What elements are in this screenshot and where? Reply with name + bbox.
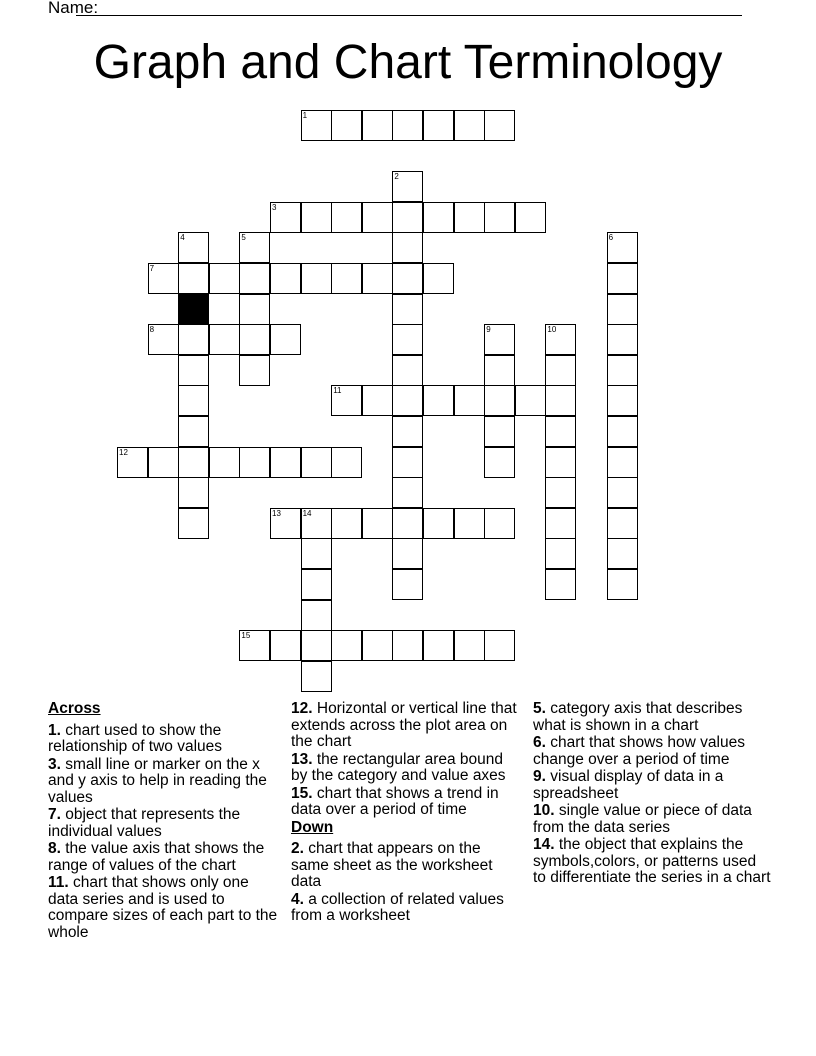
grid-cell[interactable] [331, 202, 362, 233]
clue-number: 15 [241, 631, 251, 641]
grid-cell[interactable] [362, 110, 393, 141]
grid-cell[interactable] [209, 263, 240, 294]
clue-item-text: the rectangular area bound by the category and value axes [291, 750, 506, 784]
clue-item [291, 892, 519, 925]
grid-cell[interactable] [454, 508, 485, 539]
grid-cell[interactable] [454, 385, 485, 416]
grid-cell[interactable] [209, 447, 240, 478]
clue-item-number: 4. [291, 890, 304, 908]
grid-cell[interactable] [392, 508, 423, 539]
clue-number: 7 [149, 264, 155, 273]
grid-cell[interactable] [392, 538, 423, 569]
grid-cell[interactable] [484, 385, 515, 416]
clue-item-number: 8. [48, 840, 61, 857]
grid-cell[interactable] [239, 232, 270, 263]
clue-item-number: 12. [291, 700, 313, 717]
grid-cell[interactable] [392, 385, 423, 416]
grid-cell[interactable] [178, 477, 209, 508]
grid-cell[interactable] [392, 477, 423, 508]
clue-number: 8 [149, 325, 155, 335]
clue-item-number: 11. [48, 874, 69, 891]
clue-item [291, 786, 519, 819]
clue-number: 9 [486, 325, 491, 335]
grid-cell[interactable] [362, 385, 393, 416]
grid-cell[interactable] [117, 447, 148, 478]
grid-cell[interactable] [423, 508, 454, 539]
grid-cell[interactable] [484, 416, 515, 447]
clue-item [533, 735, 773, 768]
grid-cell[interactable] [454, 110, 485, 141]
grid-cell[interactable] [545, 447, 576, 478]
grid-cell[interactable] [545, 416, 576, 447]
grid-cell[interactable] [607, 508, 638, 539]
grid-cell[interactable] [178, 263, 209, 294]
clue-column-1 [48, 701, 278, 942]
clue-item [48, 841, 278, 874]
clue-item-number: 14. [533, 836, 555, 853]
grid-cell[interactable] [515, 202, 546, 233]
clue-number: 4 [180, 233, 185, 243]
grid-cell[interactable] [239, 630, 270, 661]
grid-cell[interactable] [148, 263, 179, 294]
grid-cell[interactable] [607, 477, 638, 508]
grid-cell[interactable] [454, 630, 485, 661]
grid-cell[interactable] [607, 538, 638, 569]
grid-cell[interactable] [331, 385, 362, 416]
grid-cell[interactable] [392, 232, 423, 263]
clue-item-text: small line or marker on the x and y axis to help in reading the values [48, 755, 267, 806]
grid-cell[interactable] [178, 508, 209, 539]
grid-cell[interactable] [392, 324, 423, 355]
grid-cell[interactable] [607, 324, 638, 355]
grid-cell[interactable] [301, 600, 332, 631]
grid-cell[interactable] [545, 508, 576, 539]
clue-item [291, 701, 519, 751]
clue-item-text: Horizontal or vertical line that extends across the plot area on the chart [291, 700, 517, 750]
clue-item-text: visual display of data in a spreadsheet [533, 768, 724, 802]
grid-cell[interactable] [331, 110, 362, 141]
grid-cell[interactable] [484, 630, 515, 661]
clue-item [291, 841, 519, 891]
clue-item-number: 7. [48, 806, 61, 823]
grid-cell[interactable] [209, 324, 240, 355]
clue-item [533, 769, 773, 802]
grid-cell[interactable] [362, 263, 393, 294]
grid-cell[interactable] [607, 385, 638, 416]
grid-cell[interactable] [392, 569, 423, 600]
grid-cell[interactable] [148, 447, 179, 478]
grid-cell[interactable] [239, 294, 270, 325]
clue-item [291, 752, 519, 785]
grid-cell[interactable] [392, 110, 423, 141]
clue-item-number: 2. [291, 840, 304, 857]
grid-cell[interactable] [362, 508, 393, 539]
grid-cell[interactable] [607, 447, 638, 478]
grid-cell[interactable] [270, 630, 301, 661]
grid-cell[interactable] [392, 202, 423, 233]
grid-cell[interactable] [484, 447, 515, 478]
grid-cell[interactable] [607, 569, 638, 600]
grid-cell[interactable] [178, 232, 209, 263]
grid-cell[interactable] [301, 508, 332, 539]
clue-item [48, 875, 278, 941]
grid-cell[interactable] [484, 324, 515, 355]
grid-cell[interactable] [392, 355, 423, 386]
grid-cell[interactable] [392, 447, 423, 478]
clue-item-number: 5. [533, 700, 546, 717]
down-heading: Down [291, 818, 334, 836]
grid-cell[interactable] [484, 110, 515, 141]
clue-number: 5 [241, 233, 246, 243]
grid-cell[interactable] [270, 508, 301, 539]
clue-item-text: the object that explains the symbols,colors, or patterns used to differentiate the series in a chart [533, 836, 771, 886]
clue-item [48, 723, 278, 756]
clue-item [533, 837, 773, 887]
clue-item-number: 3. [48, 755, 61, 773]
grid-cell[interactable] [392, 263, 423, 294]
grid-cell[interactable] [270, 202, 301, 233]
grid-cell[interactable] [545, 569, 576, 600]
clue-item-text: chart that shows a trend in data over a period of time [291, 784, 499, 818]
clue-item-number: 10. [533, 802, 555, 819]
black-cell [178, 294, 209, 325]
grid-cell[interactable] [545, 355, 576, 386]
grid-cell[interactable] [301, 630, 332, 661]
clue-column-2 [291, 701, 519, 926]
grid-cell[interactable] [239, 355, 270, 386]
clue-item [533, 701, 773, 734]
grid-cell[interactable] [423, 630, 454, 661]
clue-item [48, 757, 278, 807]
clue-item-text: chart that shows how values change over a period of time [533, 734, 745, 768]
grid-cell[interactable] [545, 538, 576, 569]
grid-cell[interactable] [331, 263, 362, 294]
grid-cell[interactable] [607, 416, 638, 447]
clue-item-text: single value or piece of data from the data series [533, 802, 752, 836]
grid-cell[interactable] [392, 630, 423, 661]
grid-cell[interactable] [270, 263, 301, 294]
clue-item-text: the value axis that shows the range of values of the chart [48, 840, 265, 874]
grid-cell[interactable] [607, 294, 638, 325]
grid-cell[interactable] [423, 263, 454, 294]
clue-item-text: chart used to show the relationship of two values [48, 721, 223, 755]
page-title: Graph and Chart Terminology [93, 36, 723, 89]
grid-cell[interactable] [301, 447, 332, 478]
name-label: Name: [48, 0, 99, 17]
clue-item-text: chart that shows only one data series and is used to compare sizes of each part to the whole [48, 874, 278, 941]
grid-cell[interactable] [239, 447, 270, 478]
grid-cell[interactable] [362, 630, 393, 661]
grid-cell[interactable] [178, 355, 209, 386]
clue-number: 10 [547, 325, 557, 335]
grid-cell[interactable] [301, 661, 332, 692]
grid-cell[interactable] [301, 110, 332, 141]
grid-cell[interactable] [362, 202, 393, 233]
grid-cell[interactable] [178, 416, 209, 447]
grid-cell[interactable] [178, 385, 209, 416]
grid-cell[interactable] [423, 110, 454, 141]
grid-cell[interactable] [484, 202, 515, 233]
grid-cell[interactable] [607, 355, 638, 386]
grid-cell[interactable] [484, 508, 515, 539]
clue-item-number: 6. [533, 734, 546, 751]
grid-cell[interactable] [270, 324, 301, 355]
clue-number: 1 [302, 111, 308, 120]
grid-cell[interactable] [545, 385, 576, 416]
clue-item-text: a collection of related values from a worksheet [291, 890, 504, 924]
grid-cell[interactable] [515, 385, 546, 416]
clue-item-text: category axis that describes what is shown in a chart [533, 700, 743, 734]
grid-cell[interactable] [301, 202, 332, 233]
grid-cell[interactable] [301, 263, 332, 294]
grid-cell[interactable] [239, 263, 270, 294]
grid-cell[interactable] [392, 416, 423, 447]
clue-item [533, 803, 773, 836]
grid-cell[interactable] [423, 385, 454, 416]
grid-cell[interactable] [545, 324, 576, 355]
clue-number: 2 [394, 172, 399, 182]
grid-cell[interactable] [392, 171, 423, 202]
grid-cell[interactable] [392, 294, 423, 325]
clue-item-number: 1. [48, 721, 61, 739]
grid-cell[interactable] [331, 508, 362, 539]
grid-cell[interactable] [331, 447, 362, 478]
grid-cell[interactable] [545, 477, 576, 508]
clue-item-text: object that represents the individual values [48, 806, 241, 840]
grid-cell[interactable] [148, 324, 179, 355]
grid-cell[interactable] [454, 202, 485, 233]
clue-column-3 [533, 701, 773, 888]
grid-cell[interactable] [301, 569, 332, 600]
clue-number: 11 [333, 386, 342, 396]
clue-item-text: chart that appears on the same sheet as the worksheet data [291, 840, 493, 890]
grid-cell[interactable] [270, 447, 301, 478]
grid-cell[interactable] [178, 447, 209, 478]
grid-cell[interactable] [301, 538, 332, 569]
clue-number: 13 [272, 508, 281, 518]
grid-cell[interactable] [607, 232, 638, 263]
grid-cell[interactable] [178, 324, 209, 355]
clue-number: 3 [272, 202, 277, 212]
clue-number: 6 [608, 233, 614, 243]
clue-number: 14 [302, 508, 312, 518]
across-heading: Across [48, 700, 101, 717]
clue-item [48, 807, 278, 840]
grid-cell[interactable] [331, 630, 362, 661]
clue-number: 12 [119, 447, 128, 457]
grid-cell[interactable] [423, 202, 454, 233]
grid-cell[interactable] [239, 324, 270, 355]
grid-cell[interactable] [607, 263, 638, 294]
grid-cell[interactable] [484, 355, 515, 386]
clue-item-number: 15. [291, 784, 313, 802]
clue-item-number: 13. [291, 750, 313, 768]
clue-item-number: 9. [533, 768, 546, 785]
